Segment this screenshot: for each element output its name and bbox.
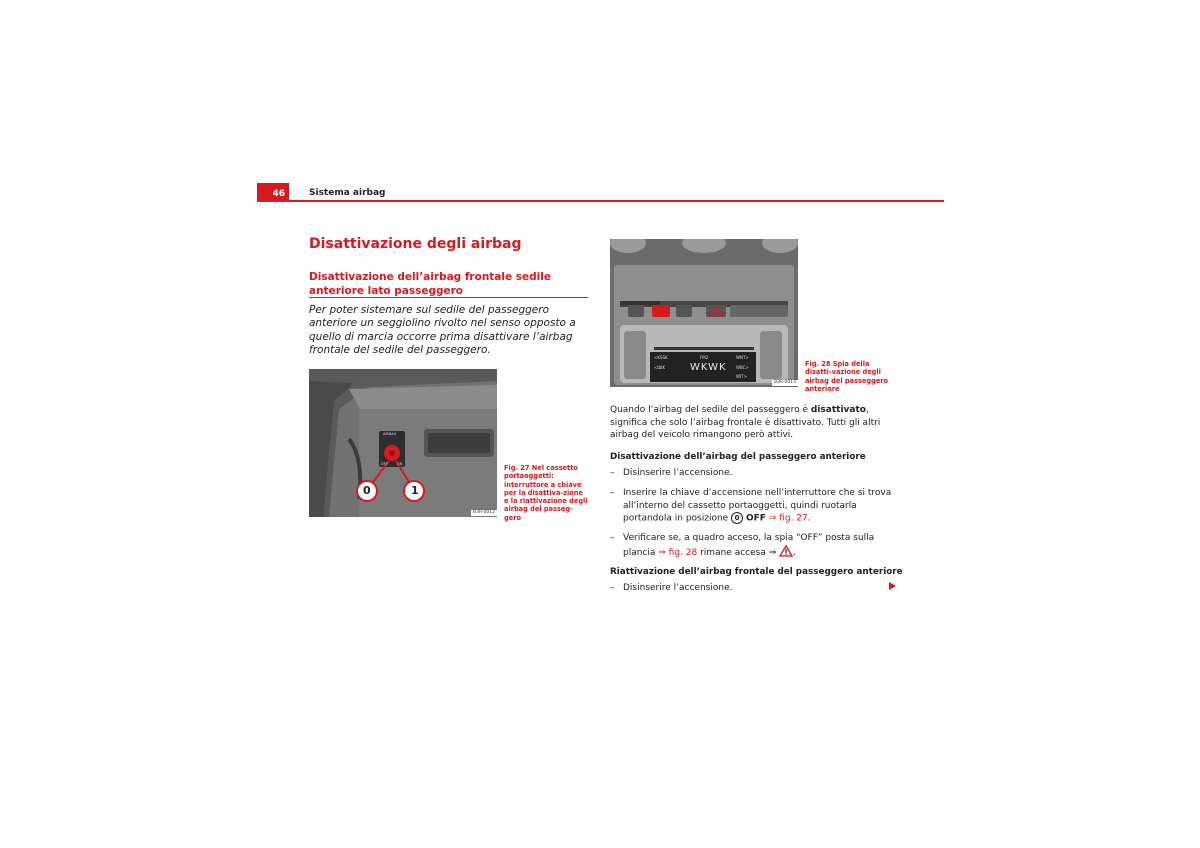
p1-part-b: , significa che solo l’airbag frontale è disattivato. Tutti gli altri airbag del veicolo rimangono però attivi. (610, 405, 881, 440)
step-dash: – (610, 468, 615, 478)
step-3-text: Verificare se, a quadro acceso, la spia “OFF” posta sulla plancia (623, 533, 875, 558)
radio-display-bl: <ΙΔΙΚ (654, 365, 666, 370)
figure-code: B3R-0013 (774, 380, 796, 385)
figure-27-caption (504, 464, 588, 522)
subheading-deactivation: Disattivazione dell’airbag del passeggero anteriore (610, 452, 866, 462)
step-3 (610, 532, 900, 559)
radio-display-br2: WIT> (736, 374, 747, 379)
figure-code: B3R-0012 (473, 510, 495, 515)
switch-off-label: OFF (381, 462, 388, 466)
radio-display-tr: WNT> (736, 355, 749, 360)
p1-bold: disattivato (810, 405, 866, 415)
header-rule (257, 200, 944, 202)
figure-28-caption (805, 360, 895, 393)
step-1-text: Disinserire l’accensione. (623, 468, 733, 478)
switch-on-label: ON (397, 462, 403, 466)
step-4-text: Disinserire l’accensione. (623, 583, 733, 593)
fig-28-link[interactable]: ⇒ fig. 28 (658, 547, 698, 558)
radio-display-main: WKWK (690, 362, 727, 373)
page-title: Disattivazione degli airbag (309, 236, 522, 252)
fig-27-link[interactable]: ⇒ fig. 27 (768, 513, 808, 524)
step-dash: – (610, 533, 615, 543)
switch-label: AIRBAG (383, 432, 397, 436)
step-3-end: . (793, 547, 797, 558)
step-dash: – (610, 583, 615, 593)
figure-27-caption-text: Nel cassetto portaoggetti: interruttore a chiave per la disattiva-zione e la riattivazione degli airbag del passeg-gero (504, 464, 588, 522)
callout-0: 0 (363, 484, 371, 497)
step-3-text-b: rimane accesa ⇒ (697, 547, 777, 558)
glovebox-illustration (309, 369, 497, 517)
step-1 (610, 467, 900, 480)
radio-display-tm: FM2 (700, 355, 709, 360)
figure-28-caption-label: Fig. 28 (805, 360, 831, 368)
step-dash: – (610, 488, 615, 498)
position-0-symbol: 0 (731, 512, 743, 524)
page-number: 46 (257, 183, 289, 201)
radio-display-tl: <KSSK (654, 355, 668, 360)
warning-triangle-icon[interactable] (779, 545, 793, 557)
subheading-reactivation: Riattivazione dell’airbag frontale del passeggero anteriore (610, 567, 903, 577)
step-2-end: . (807, 513, 811, 524)
step-4 (610, 582, 900, 595)
running-header-title: Sistema airbag (309, 188, 386, 198)
step-2-text: Inserire la chiave d’accensione nell’interruttore che si trova all’interno del cassetto portaoggetti, quindi ruotarla portandola in posizione (623, 488, 892, 524)
figure-28-caption-text: Spia della disatti-vazione degli airbag del passeggero anteriore (805, 360, 889, 393)
step-2 (610, 487, 900, 525)
step-2-off: OFF (745, 513, 766, 524)
subtitle-rule (309, 297, 588, 298)
intro-paragraph: Per poter sistemare sul sedile del passeggero anteriore un seggiolino rivolto nel senso opposto a quello di marcia occorre prima disattivare l’airbag frontale del sedile del passeggero. (309, 304, 576, 357)
figure-28-image (610, 239, 798, 387)
radio-display-br: WBC> (736, 365, 749, 370)
callout-1: 1 (411, 484, 419, 497)
continue-arrow-icon (889, 582, 896, 590)
p1-part-a: Quando l’airbag del sedile del passeggero è (610, 405, 811, 415)
figure-27-caption-label: Fig. 27 (504, 464, 530, 472)
figure-27-image (309, 369, 497, 517)
section-subtitle: Disattivazione dell’airbag frontale sedile anteriore lato passeggero (309, 271, 551, 297)
paragraph-airbag-deactivated (610, 404, 895, 442)
